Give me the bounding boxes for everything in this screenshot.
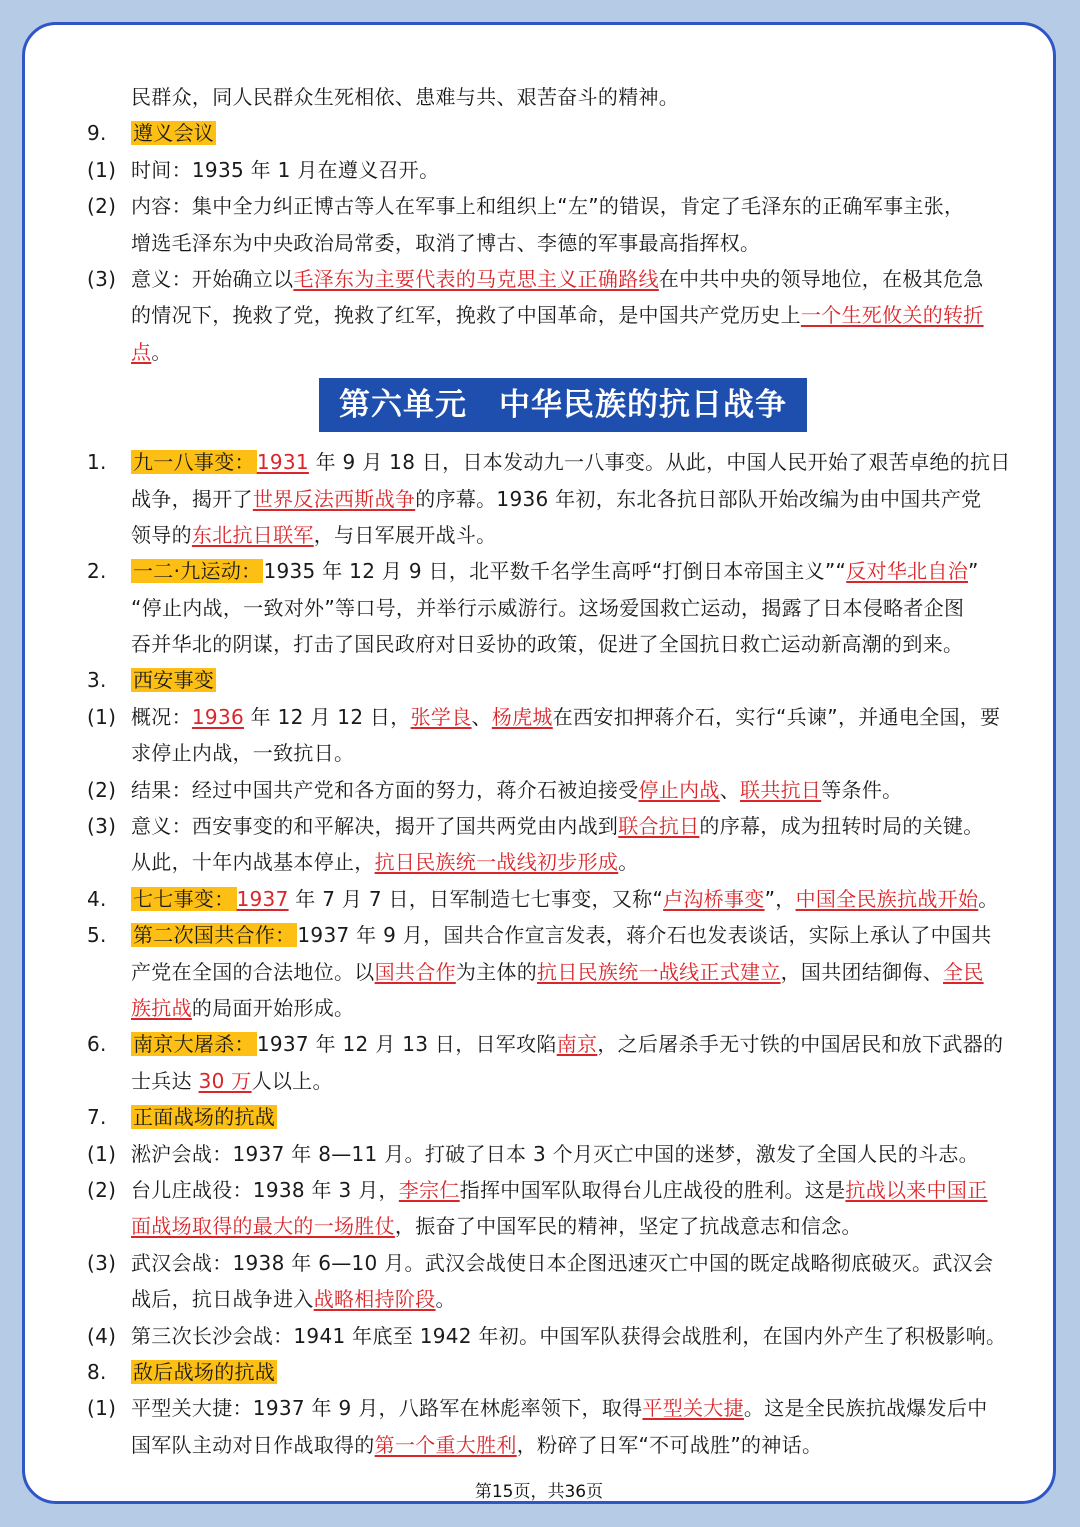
paragraph-line — [87, 1427, 1039, 1463]
text: 武汉会战：1938 年 6—10 月。武汉会战使日本企图迅速灭亡中国的既定战略彻底破灭。武汉会 — [131, 1250, 994, 1275]
list-item — [87, 261, 1039, 297]
paragraph-line — [87, 735, 1039, 771]
list-item — [87, 1245, 1039, 1281]
text: 年 12 月 12 日， — [244, 704, 411, 729]
key-term: 平型关大捷 — [642, 1396, 744, 1421]
key-term: 李宗仁 — [398, 1177, 460, 1202]
text: 在西安扣押蒋介石，实行“兵谏”，并通电全国，要 — [552, 704, 1001, 729]
text: 第三次长沙会战：1941 年底至 1942 年初。中国军队获得会战胜利，在国内外产生了积极影响。 — [131, 1323, 1007, 1348]
text: 民群众，同人民群众生死相依、患难与共、艰苦奋斗的精神。 — [131, 85, 680, 109]
key-term: 一个生死攸关的转折 — [800, 303, 984, 328]
sub-number: (1) — [87, 1396, 117, 1421]
list-item — [87, 553, 1039, 589]
item-number: 4. — [87, 886, 107, 911]
key-term: 杨虎城 — [491, 704, 553, 729]
section-heading — [87, 1354, 1039, 1390]
paragraph-line — [87, 1281, 1039, 1317]
key-term: 1937 — [236, 886, 289, 911]
text: 战争，揭开了 — [131, 486, 253, 511]
paragraph-line — [87, 79, 1039, 115]
text: ，粉碎了日军“不可战胜”的神话。 — [516, 1432, 823, 1457]
list-item — [87, 152, 1039, 188]
list-item — [87, 188, 1039, 224]
list-item — [87, 1390, 1039, 1426]
key-term: 国共合作 — [374, 959, 456, 984]
key-term: 张学良 — [410, 704, 472, 729]
section-heading — [87, 115, 1039, 151]
text: 的序幕，成为扭转时局的关键。 — [699, 814, 984, 839]
text: 1937 年 9 月，国共合作宣言发表，蒋介石也发表谈话，实际上承认了中国共 — [297, 923, 992, 948]
key-term: 世界反法西斯战争 — [252, 486, 416, 511]
highlighted-title: 正面战场的抗战 — [133, 1105, 276, 1130]
text: ”， — [764, 886, 796, 911]
highlighted-title: 九一八事变： — [133, 450, 255, 475]
key-term: 全民 — [943, 959, 984, 984]
paragraph-line — [87, 1208, 1039, 1244]
text: 、 — [471, 704, 492, 729]
sub-number: (1) — [87, 157, 117, 182]
item-number: 5. — [87, 923, 107, 948]
list-item — [87, 1172, 1039, 1208]
sub-number: (2) — [87, 194, 117, 219]
list-item — [87, 808, 1039, 844]
highlighted-title: 敌后战场的抗战 — [133, 1359, 276, 1384]
section-heading — [87, 662, 1039, 698]
text: 。 — [435, 1287, 456, 1312]
sub-number: (1) — [87, 1141, 117, 1166]
paragraph-line — [87, 844, 1039, 880]
text: 平型关大捷：1937 年 9 月，八路军在林彪率领下，取得 — [131, 1396, 643, 1421]
key-term: 30 万 — [198, 1068, 252, 1093]
text: 等条件。 — [821, 777, 903, 802]
text: 指挥中国军队取得台儿庄战役的胜利。这是 — [459, 1177, 846, 1202]
text: 淞沪会战：1937 年 8—11 月。打破了日本 3 个月灭亡中国的迷梦，激发了全国人民的斗志。 — [131, 1141, 979, 1166]
list-item — [87, 1318, 1039, 1354]
highlighted-title: 一二·九运动： — [133, 559, 262, 584]
text: ，之后屠杀手无寸铁的中国居民和放下武器的 — [597, 1032, 1004, 1057]
text: 概况： — [131, 704, 192, 729]
key-term: 联合抗日 — [618, 814, 700, 839]
text: 1935 年 12 月 9 日，北平数千名学生高呼“打倒日本帝国主义”“ — [263, 559, 847, 584]
list-item — [87, 1026, 1039, 1062]
section-heading — [87, 1099, 1039, 1135]
highlighted-title: 南京大屠杀： — [133, 1032, 255, 1057]
text: 的局面开始形成。 — [191, 995, 355, 1020]
text: 。 — [151, 339, 172, 364]
paragraph-line — [87, 481, 1039, 517]
key-term: 战略相持阶段 — [313, 1287, 436, 1312]
item-number: 7. — [87, 1105, 107, 1130]
text: 人以上。 — [251, 1068, 333, 1093]
item-number: 2. — [87, 559, 107, 584]
text: 。这是全民族抗战爆发后中 — [743, 1396, 988, 1421]
paragraph-line — [87, 225, 1039, 261]
key-term: 第一个重大胜利 — [374, 1432, 517, 1457]
list-item — [87, 444, 1039, 480]
unit-title: 第六单元 中华民族的抗日战争 — [319, 378, 807, 432]
sub-number: (3) — [87, 1250, 117, 1275]
key-term: 面战场取得的最大的一场胜仗 — [131, 1214, 395, 1239]
paragraph-line — [87, 626, 1039, 662]
sub-number: (2) — [87, 777, 117, 802]
text: 意义：西安事变的和平解决，揭开了国共两党由内战到 — [131, 814, 619, 839]
sub-number: (3) — [87, 814, 117, 839]
sub-number: (1) — [87, 704, 117, 729]
text: 。 — [618, 850, 639, 875]
text: 台儿庄战役：1938 年 3 月， — [131, 1177, 399, 1202]
key-term: 南京 — [556, 1032, 598, 1057]
text: 时间：1935 年 1 月在遵义召开。 — [131, 157, 440, 182]
key-term: 东北抗日联军 — [191, 522, 314, 547]
text: 增选毛泽东为中央政治局常委，取消了博古、李德的军事最高指挥权。 — [131, 230, 761, 255]
list-item — [87, 699, 1039, 735]
unit-banner — [87, 378, 1039, 432]
text: 的情况下，挽救了党，挽救了红军，挽救了中国革命，是中国共产党历史上 — [131, 303, 801, 328]
list-item — [87, 1136, 1039, 1172]
key-term: 停止内战 — [638, 777, 720, 802]
text: 年 9 月 18 日，日本发动九一八事变。从此，中国人民开始了艰苦卓绝的抗日 — [308, 450, 1011, 475]
text: 、 — [719, 777, 741, 802]
page-card — [22, 22, 1056, 1504]
highlighted-title: 七七事变： — [133, 886, 235, 911]
key-term: 卢沟桥事变 — [663, 886, 765, 911]
key-term: 抗日民族统一战线正式建立 — [537, 959, 781, 984]
sub-number: (2) — [87, 1177, 117, 1202]
text: 为主体的 — [455, 959, 538, 984]
text: “停止内战，一致对外”等口号，并举行示威游行。这场爱国救亡运动，揭露了日本侵略者企图 — [131, 595, 965, 620]
text: 国军队主动对日作战取得的 — [131, 1432, 375, 1457]
text: 从此，十年内战基本停止， — [131, 850, 375, 875]
text: 。 — [978, 886, 999, 911]
key-term: 1931 — [256, 450, 309, 475]
key-term: 反对华北自治 — [846, 559, 969, 584]
text: 1937 年 12 月 13 日，日军攻陷 — [256, 1032, 557, 1057]
paragraph-line — [87, 1063, 1039, 1099]
paragraph-line — [87, 517, 1039, 553]
text: ，与日军展开战斗。 — [313, 522, 497, 547]
item-number: 9. — [87, 121, 107, 146]
highlighted-title: 第二次国共合作： — [133, 923, 296, 948]
text: 内容：集中全力纠正博古等人在军事上和组织上“左”的错误，肯定了毛泽东的正确军事主张， — [131, 194, 965, 219]
key-term: 中国全民族抗战开始 — [795, 886, 979, 911]
key-term: 族抗战 — [131, 995, 192, 1020]
list-item — [87, 917, 1039, 953]
highlighted-title: 遵义会议 — [133, 121, 215, 146]
list-item — [87, 772, 1039, 808]
key-term: 毛泽东为主要代表的马克思主义正确路线 — [293, 266, 659, 291]
highlighted-title: 西安事变 — [133, 668, 215, 693]
document-body — [87, 79, 1039, 1463]
text: ，振奋了中国军民的精神，坚定了抗战意志和信念。 — [394, 1214, 862, 1239]
key-term: 抗日民族统一战线初步形成 — [374, 850, 619, 875]
text: 年 7 月 7 日，日军制造七七事变，又称“ — [288, 886, 664, 911]
item-number: 3. — [87, 668, 107, 693]
list-item — [87, 881, 1039, 917]
item-number: 8. — [87, 1359, 107, 1384]
paragraph-line — [87, 297, 1039, 333]
page-footer: 第15页，共36页 — [474, 1482, 604, 1502]
text: ，国共团结御侮、 — [780, 959, 944, 984]
item-number: 1. — [87, 450, 107, 475]
text: 产党在全国的合法地位。以 — [131, 959, 375, 984]
text: 士兵达 — [131, 1068, 199, 1093]
key-term: 点 — [131, 339, 152, 364]
text: 领导的 — [131, 522, 192, 547]
text: ” — [968, 559, 979, 584]
sub-number: (3) — [87, 266, 117, 291]
sub-number: (4) — [87, 1323, 117, 1348]
key-term: 1936 — [191, 704, 245, 729]
text: 战后，抗日战争进入 — [131, 1287, 314, 1312]
text: 的序幕。1936 年初，东北各抗日部队开始改编为由中国共产党 — [415, 486, 982, 511]
text: 求停止内战，一致抗日。 — [131, 741, 355, 766]
paragraph-line — [87, 990, 1039, 1026]
text: 在中共中央的领导地位，在极其危急 — [658, 266, 984, 291]
paragraph-line — [87, 334, 1039, 370]
item-number: 6. — [87, 1032, 107, 1057]
paragraph-line — [87, 590, 1039, 626]
key-term: 联共抗日 — [740, 777, 822, 802]
paragraph-line — [87, 954, 1039, 990]
text: 结果：经过中国共产党和各方面的努力，蒋介石被迫接受 — [131, 777, 639, 802]
key-term: 抗战以来中国正 — [845, 1177, 988, 1202]
text: 意义：开始确立以 — [131, 266, 294, 291]
text: 吞并华北的阴谋，打击了国民政府对日妥协的政策，促进了全国抗日救亡运动新高潮的到来。 — [131, 632, 964, 657]
